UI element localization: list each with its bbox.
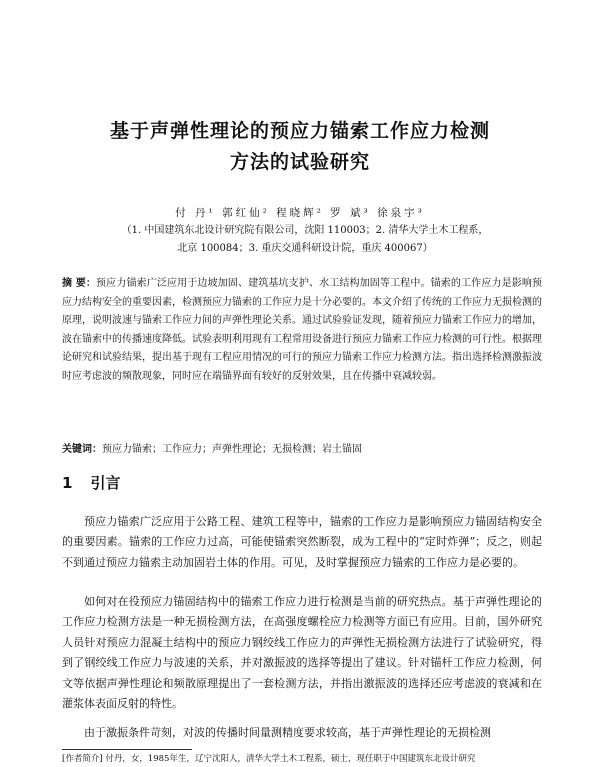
author-footnote: [作者简介] 付丹，女，1985年生，辽宁沈阳人，清华大学土木工程系，硕士，现任职于中国建筑东北设计研究: [62, 754, 476, 764]
keywords-text: 预应力锚索；工作应力；声弹性理论；无损检测；岩土锚固: [102, 444, 362, 455]
title-line-1: 基于声弹性理论的预应力锚索工作应力检测: [109, 120, 490, 142]
section-heading: [62, 472, 120, 493]
affiliation-line-1: （1. 中国建筑东北设计研究院有限公司，沈阳 110003；2. 清华大学土木工程系，: [121, 225, 489, 236]
paper-title: [0, 116, 600, 178]
footnote-divider: [62, 749, 192, 750]
affiliations: [70, 222, 540, 258]
body-paragraph-2: 如何对在役预应力锚固结构中的锚索工作应力进行检测是当前的研究热点。基于声弹性理论的工作应力检测方法是一种无损检测方法，在高强度螺栓应力检测等方面已有应用。目前，国外研究人员针对预应力混凝土结构中的预应力钢绞线工作应力的声弹性无损检测方法进行了试验研究，得到了钢绞线工作应力与波速的关系，并对激振波的选择等提出了建议。针对锚杆工作应力检测，何文等依据声弹性理论和频散原理提出了一套检测方法，并指出激振波的选择还应考虑波的衰减和在灌浆体表面反射的特性。: [62, 595, 542, 711]
author-list: 付 丹¹ 郭红仙² 程晓辉² 罗 斌³ 徐泉宇³: [175, 207, 425, 219]
affiliation-line-2: 北京 100084；3. 重庆交通科研设计院，重庆 400067）: [177, 243, 433, 254]
section-number: 1: [62, 474, 73, 492]
keywords-label: 关键词：: [62, 444, 102, 455]
abstract-label: 摘 要：: [62, 278, 97, 289]
abstract-text: 预应力锚索广泛应用于边坡加固、建筑基坑支护、水工结构加固等工程中。锚索的工作应力是影响预应力结构安全的重要因素，检测预应力锚索的工作应力是十分必要的。本文介绍了传统的工作应力无损检测的原理，说明波速与锚索工作应力间的声弹性理论关系。通过试验验证发现，随着预应力锚索工作应力的增加，波在锚索中的传播速度降低。试验表明利用现有工程常用设备进行预应力锚索工作应力检测的可行性。根据理论研究和试验结果，提出基于现有工程应用情况的可行的预应力锚索工作应力检测方法。指出选择检测激振波时应考虑波的频散现象，同时应在端锚界面有较好的反射效果，且在传播中衰减较弱。: [62, 278, 543, 382]
section-title: 引言: [90, 474, 121, 492]
keywords: [62, 441, 542, 459]
body-paragraph-1: 预应力锚索广泛应用于公路工程、建筑工程等中，锚索的工作应力是影响预应力锚固结构安全的重要因素。锚索的工作应力过高，可能使锚索突然断裂，成为工程中的“定时炸弹”；反之，则起不到通过预应力锚索主动加固岩土体的作用。可见，及时掌握预应力锚索的工作应力是必要的。: [62, 515, 542, 569]
title-line-2: 方法的试验研究: [229, 151, 370, 173]
body-paragraph-3: 由于激振条件苛刻，对波的传播时间量测精度要求较高，基于声弹性理论的无损检测: [84, 726, 491, 739]
abstract: [62, 275, 542, 387]
